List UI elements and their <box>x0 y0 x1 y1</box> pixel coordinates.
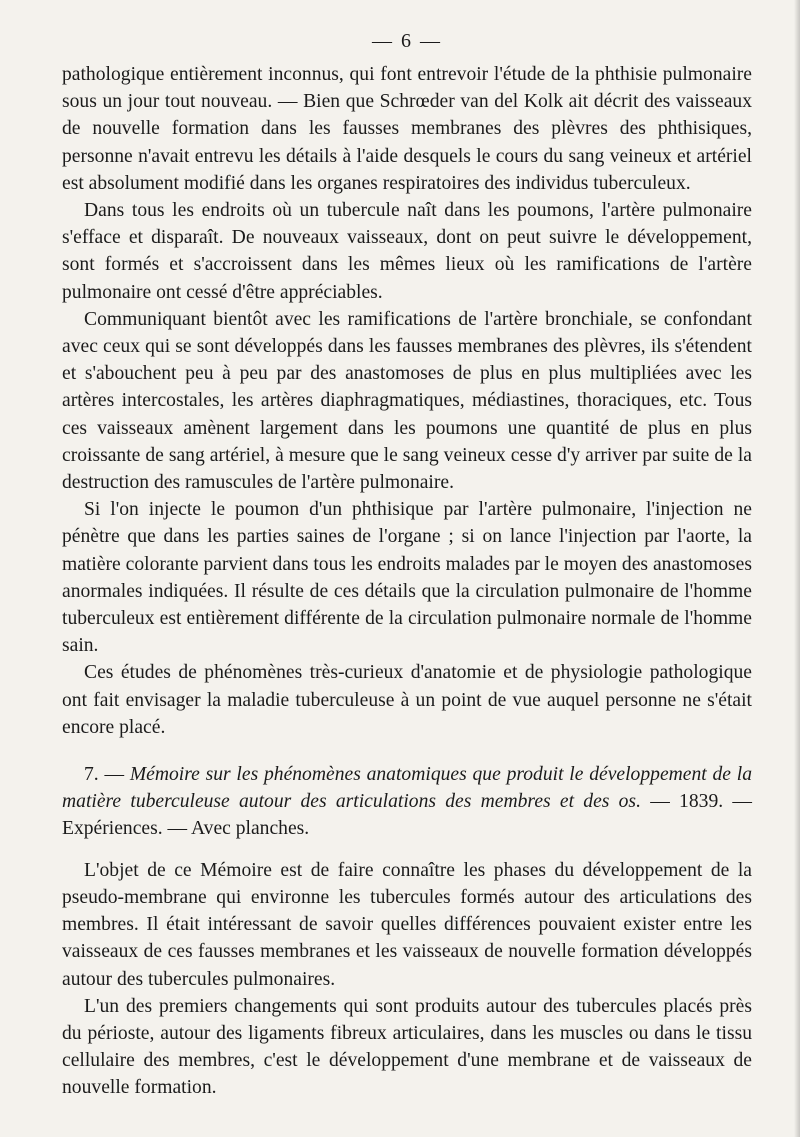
memoire-number: 7. — <box>84 764 125 786</box>
page-edge-shadow <box>794 0 800 1137</box>
paragraph-2: Dans tous les endroits où un tubercule naît dans les poumons, l'artère pulmonaire s'efface et disparaît. De nouveaux vaisseaux, dont on peut suivre le développement, sont formés et s'accroissent dans les mêmes lieux où les ramifications de l'artère pulmonaire ont cessé d'être appréciables. <box>62 200 752 303</box>
paragraph-6: L'objet de ce Mémoire est de faire connaître les phases du développement de la pseudo-membrane qui environne les tubercules formés autour des articulations des membres. Il était intéressant de savoir quelles différences pouvaient exister entre les vaisseaux de ces fausses membranes et les vaisseaux de nouvelle formation développés autour des tubercules pulmonaires. <box>62 859 752 990</box>
paragraph-4: Si l'on injecte le poumon d'un phthisique par l'artère pulmonaire, l'injection ne pénètre que dans les parties saines de l'organe ; si on lance l'injection par l'aorte, la matière colorante parvient dans tous les endroits malades par le moyen des anastomoses anormales indiquées. Il résulte de ces détails que la circulation pulmonaire de l'homme tuberculeux est entièrement différente de la circulation pulmonaire normale de l'homme sain. <box>62 499 752 657</box>
memoire-title: Mémoire sur les phénomènes anatomiques que produit le développement de la matière tuberculeuse autour des articulations des membres et des os. <box>62 764 753 813</box>
page-number: — 6 — <box>372 30 442 52</box>
paragraph-3: Communiquant bientôt avec les ramifications de l'artère bronchiale, se confondant avec ceux qui se sont développés dans les fausses membranes des plèvres, ils s'étendent et s'abouchent peu à peu par des anastomoses de plus en plus multipliées avec les artères intercostales, les artères diaphragmatiques, médiastines, thoraciques, etc. Tous ces vaisseaux amènent largement dans les poumons une quantité de plus en plus croissante de sang artériel, à mesure que le sang veineux cesse d'y arriver par suite de la destruction des ramuscules de l'artère pulmonaire. <box>62 308 752 494</box>
section-gap <box>62 741 752 761</box>
memoire-subtitle: Expériences. — Avec planches. <box>62 818 310 840</box>
memoire-year: — 1839. — <box>650 791 752 813</box>
paragraph-7: L'un des premiers changements qui sont produits autour des tubercules placés près du périoste, autour des ligaments fibreux articulaires, dans les muscles ou dans le tissu cellulaire des membres, c'est le développement d'une membrane et de vaisseaux de nouvelle formation. <box>62 995 752 1099</box>
paragraph-5: Ces études de phénomènes très-curieux d'anatomie et de physiologie pathologique ont fait envisager la maladie tuberculeuse à un point de vue auquel personne ne s'était encore placé. <box>62 662 752 738</box>
paragraph-1: pathologique entièrement inconnus, qui font entrevoir l'étude de la phthisie pulmonaire sous un jour tout nouveau. — Bien que Schrœder van del Kolk ait décrit des vaisseaux de nouvelle formation dans les fausses membranes des plèvres des phthisiques, personne n'avait entrevu les détails à l'aide desquels le cours du sang veineux et artériel est absolument modifié dans les organes respiratoires des individus tuberculeux. <box>62 64 752 194</box>
memoire-heading <box>62 761 752 843</box>
section-gap <box>62 843 752 857</box>
